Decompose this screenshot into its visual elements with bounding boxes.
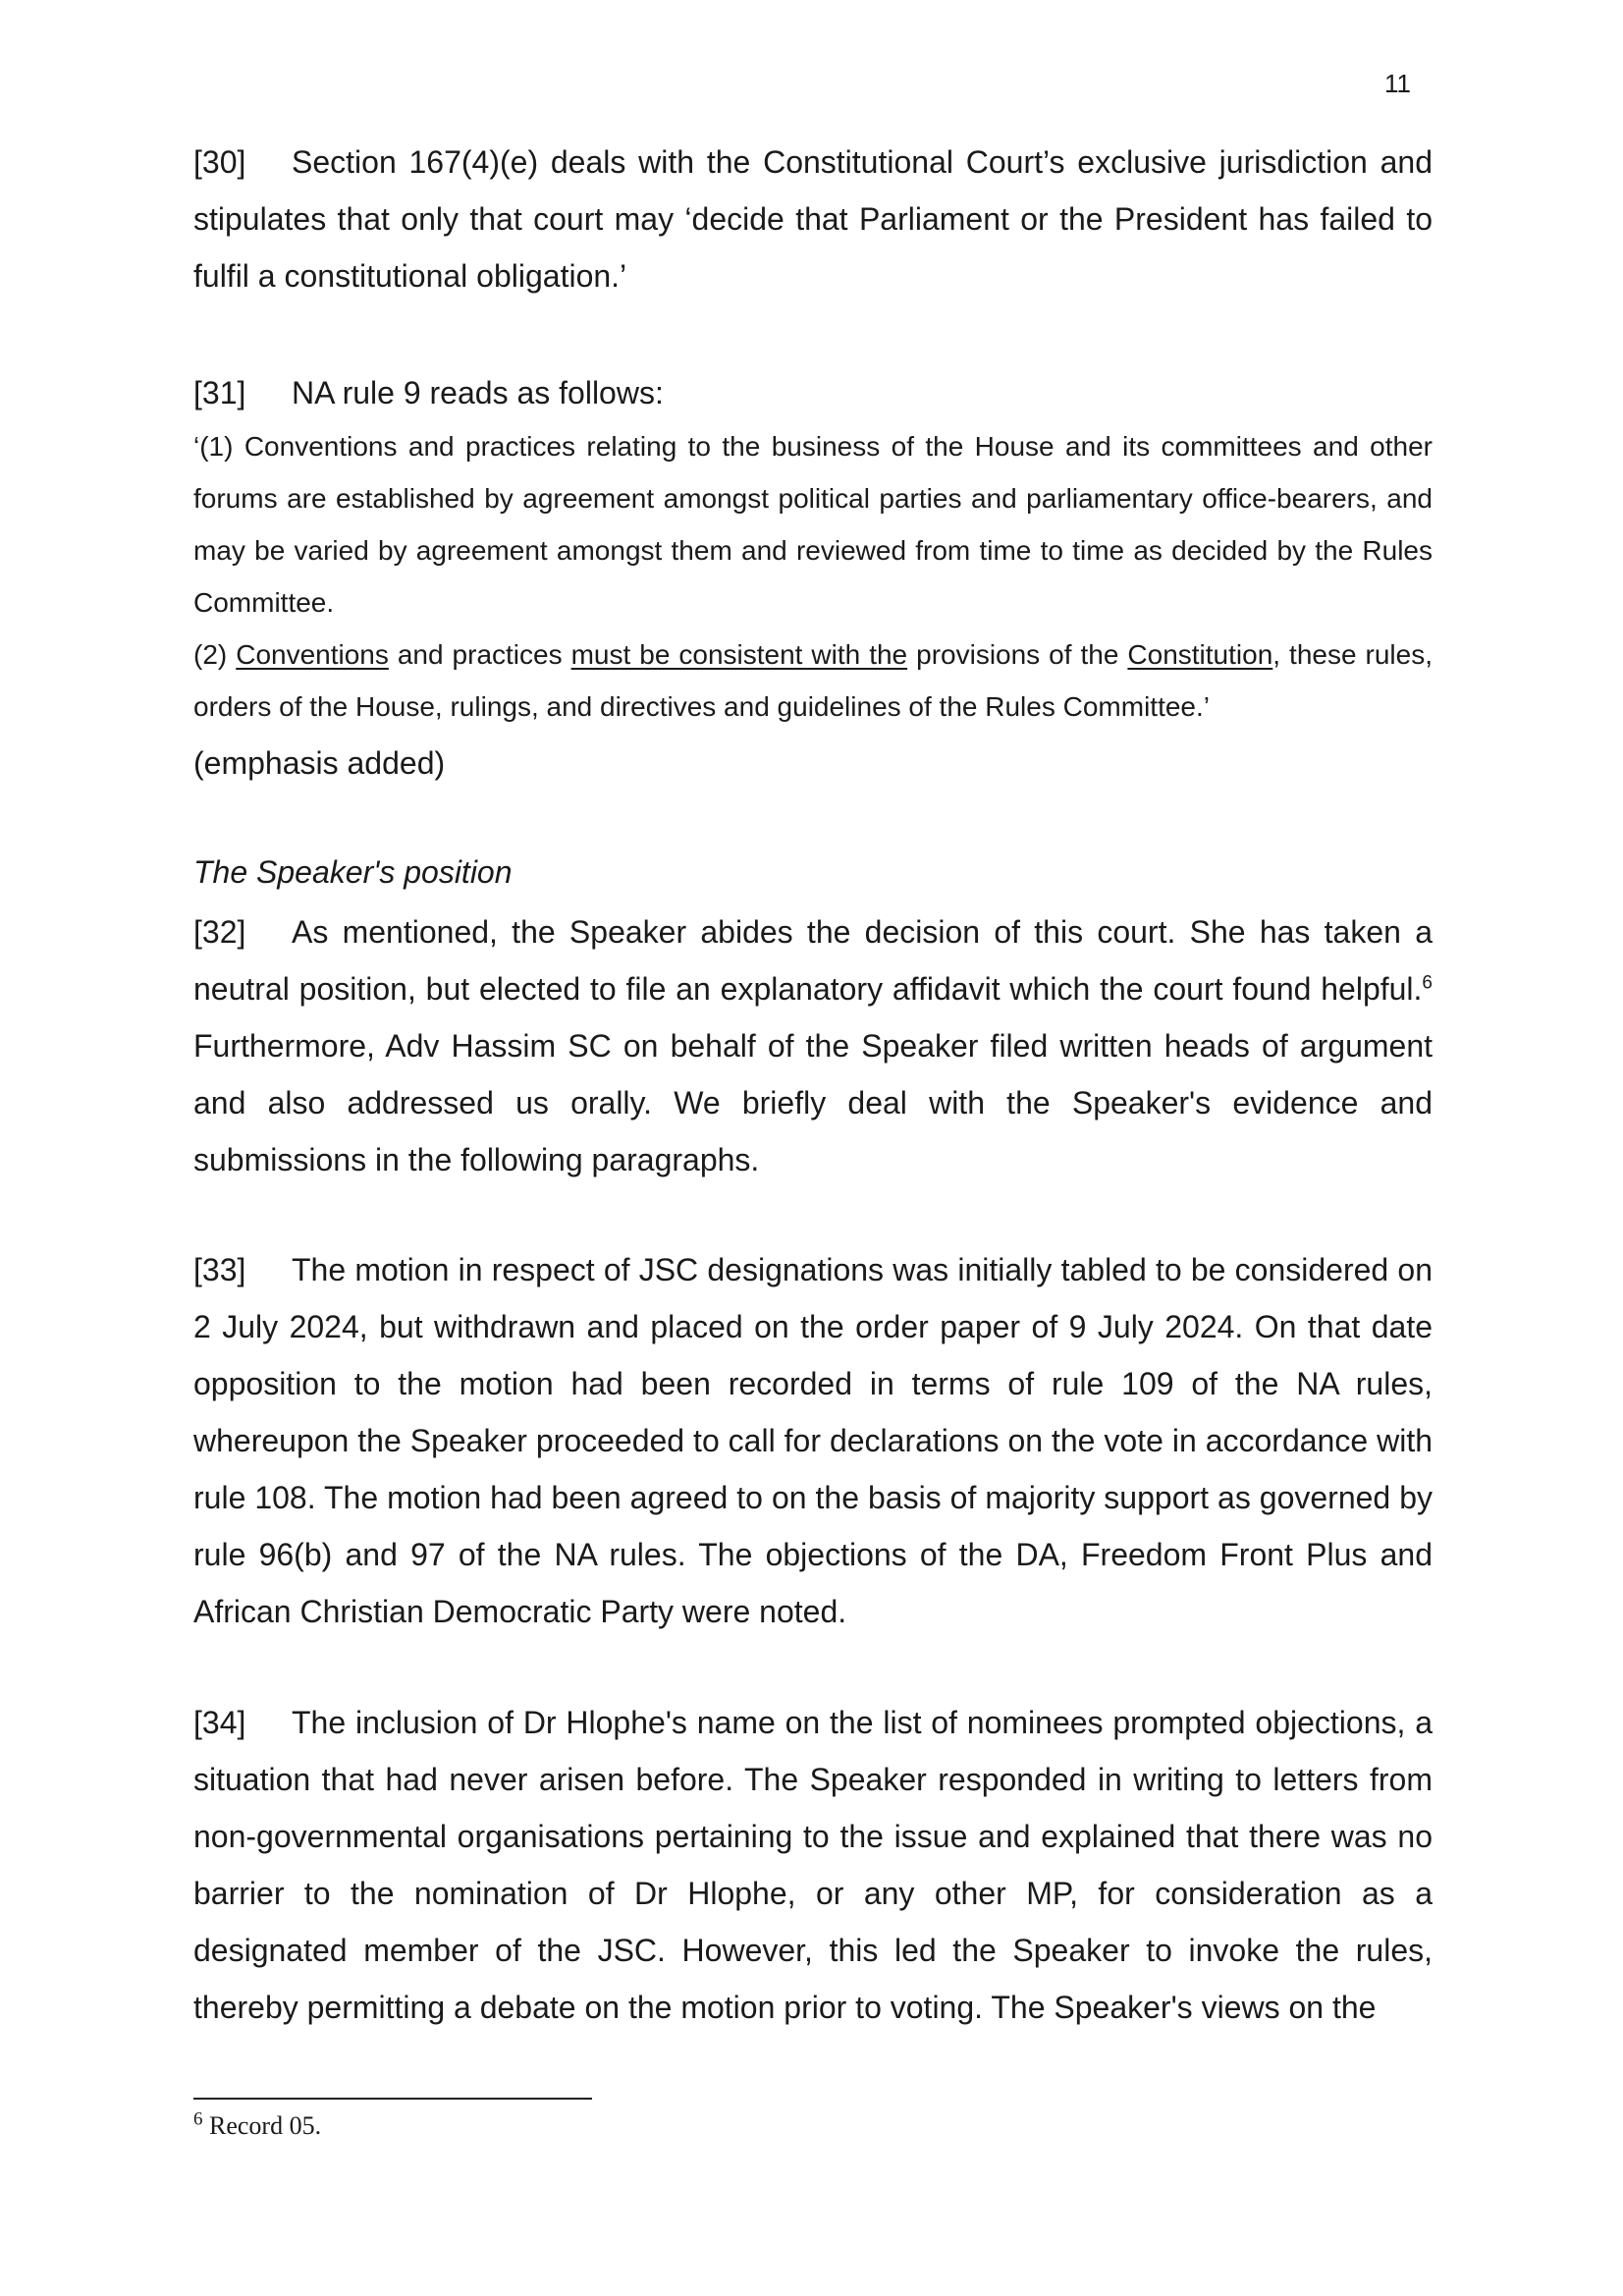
- paragraph-number: [31]: [193, 375, 246, 410]
- paragraph-number: [34]: [193, 1705, 246, 1740]
- paragraph-34: [193, 1694, 1433, 2036]
- paragraph-text: The inclusion of Dr Hlophe's name on the list of nominees prompted objections, a situation that had never arisen before. The Speaker responded in writing to letters from non-governmental organisations pertaining to the issue and explained that there was no barrier to the nomination of Dr Hlophe, or any other MP, for consideration as a designated member of the JSC. However, this led the Speaker to invoke the rules, thereby permitting a debate on the motion prior to voting. The Speaker's views on the: [193, 1705, 1433, 2025]
- paragraph-32: [193, 903, 1433, 1188]
- paragraph-number: [32]: [193, 914, 246, 950]
- emphasized-text: must be consistent with the: [570, 639, 908, 670]
- footnote-mark: 6: [193, 2108, 203, 2130]
- paragraph-31: [193, 364, 1433, 421]
- quote-text: , these rules, orders of the House, rulings, and directives and guidelines of the Rules Committee.’: [193, 639, 1433, 722]
- emphasized-text: Constitution: [1127, 639, 1273, 670]
- quote-text: provisions of the: [907, 639, 1128, 670]
- paragraph-text: NA rule 9 reads as follows:: [292, 375, 664, 410]
- footnote-divider: [193, 2098, 592, 2100]
- paragraph-text: Section 167(4)(e) deals with the Constitutional Court’s exclusive jurisdiction and stipulates that only that court may ‘decide that Parliament or the President has failed to fulfil a constitutional obligation.’: [193, 144, 1433, 294]
- section-heading: The Speaker's position: [193, 854, 513, 890]
- quote-subrule-1: ‘(1) Conventions and practices relating to the business of the House and its committees and other forums are established by agreement amongst political parties and parliamentary office-bearers, and may be varied by agreement amongst them and reviewed from time to time as decided by the Rules Committee.: [193, 431, 1433, 618]
- footnote-reference: 6: [1422, 972, 1433, 994]
- paragraph-text: Furthermore, Adv Hassim SC on behalf of the Speaker filed written heads of argument and also addressed us orally. We briefly deal with the Speaker's evidence and submissions in the following paragraphs.: [193, 1028, 1433, 1177]
- footnote-text: Record 05.: [202, 2111, 322, 2140]
- page-number: 11: [1384, 69, 1411, 98]
- paragraph-number: [33]: [193, 1252, 246, 1287]
- emphasis-note: (emphasis added): [193, 745, 446, 781]
- quote-text: and practices: [388, 639, 571, 670]
- paragraph-text: The motion in respect of JSC designations was initially tabled to be considered on 2 July 2024, but withdrawn and placed on the order paper of 9 July 2024. On that date opposition to the motion had been recorded in terms of rule 109 of the NA rules, whereupon the Speaker proceeded to call for declarations on the vote in accordance with rule 108. The motion had been agreed to on the basis of majority support as governed by rule 96(b) and 97 of the NA rules. The objections of the DA, Freedom Front Plus and African Christian Democratic Party were noted.: [193, 1252, 1433, 1629]
- paragraph-33: [193, 1241, 1433, 1640]
- quote-text: (2): [193, 639, 237, 670]
- paragraph-text: As mentioned, the Speaker abides the decision of this court. She has taken a neutral position, but elected to file an explanatory affidavit which the court found helpful.: [193, 914, 1433, 1007]
- footnote: [193, 2108, 322, 2141]
- paragraph-number: [30]: [193, 144, 246, 180]
- emphasized-text: Conventions: [236, 639, 389, 670]
- paragraph-30: [193, 134, 1433, 304]
- quote-subrule-2: [193, 629, 1433, 733]
